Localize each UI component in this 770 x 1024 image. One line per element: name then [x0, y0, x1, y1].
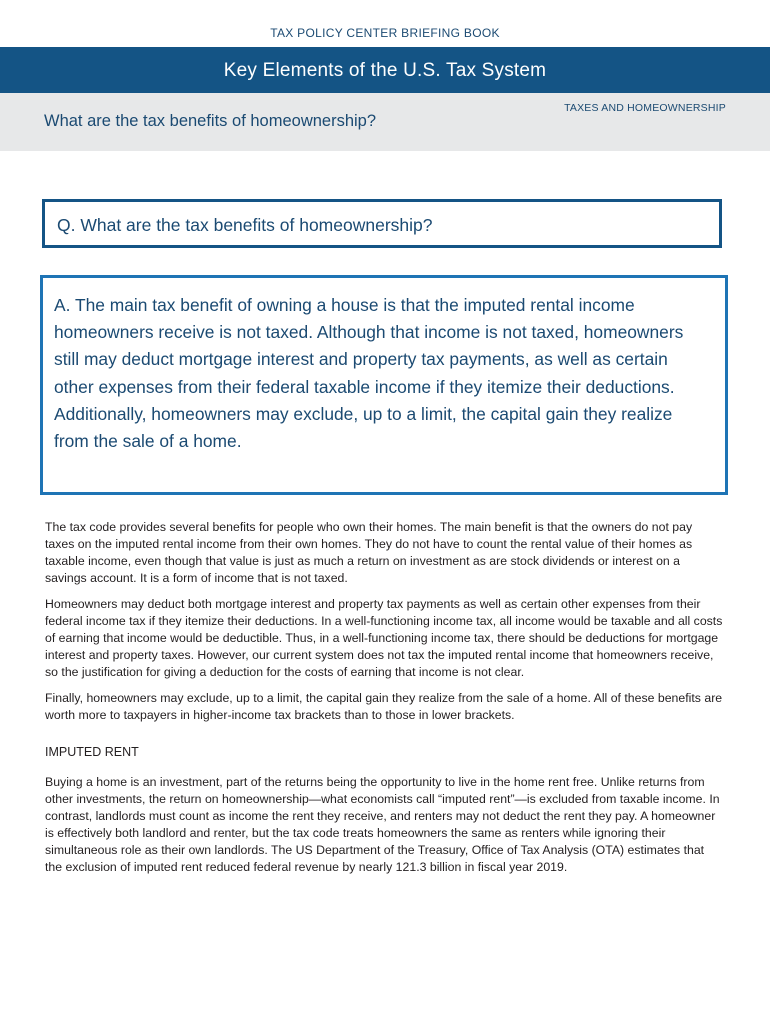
body-paragraph: The tax code provides several benefits for people who own their homes. The main benefit is that the owners do not pay taxes on the imputed rental income from their own homes. They do not have to count the rental value of their homes as taxable income, even though that value is just as much a return on investment as are stock dividends or interest on a savings account. It is a form of income that is not taxed. — [45, 520, 693, 585]
answer-box — [40, 275, 728, 495]
subheader-title: What are the tax benefits of homeownership? — [44, 112, 377, 130]
section-tag: TAXES AND HOMEOWNERSHIP — [564, 102, 726, 114]
section-heading: IMPUTED RENT — [45, 745, 139, 759]
body-paragraph: Homeowners may deduct both mortgage interest and property tax payments as well as certain other expenses from their federal income tax if they itemize their deductions. In a well-functioning income tax, all income would be taxable and all costs of earning that income would be deductible. Thus, in a well-functioning income tax, there should be deductions for mortgage interest and property taxes. However, our current system does not tax the imputed rental income that homeowners receive, so the justification for giving a deduction for the costs of earning that income is not clear. — [45, 597, 723, 679]
answer-text: A. The main tax benefit of owning a house is that the imputed rental income homeowners receive is not taxed. Although that income is not taxed, homeowners still may deduct mortgage interest and property tax payments, as well as certain other expenses from their federal taxable income if they itemize their deductions. Additionally, homeowners may exclude, up to a limit, the capital gain they realize from the sale of a home. — [54, 295, 684, 452]
body-paragraph: Buying a home is an investment, part of the returns being the opportunity to live in the home rent free. Unlike returns from other investments, the return on homeownership—what economists call “imputed rent”—is excluded from taxable income. In contrast, landlords must count as income the rent they receive, and renters may not deduct the rent they pay. A homeowner is effectively both landlord and renter, but the tax code treats homeowners the same as renters while ignoring their simultaneous role as their own landlords. The US Department of the Treasury, Office of Tax Analysis (OTA) estimates that the exclusion of imputed rent reduced federal revenue by nearly 121.3 billion in fiscal year 2019. — [45, 775, 720, 874]
briefing-book-label: TAX POLICY CENTER BRIEFING BOOK — [270, 26, 500, 40]
subheader-bar — [0, 93, 770, 151]
body-text — [45, 519, 723, 885]
question-box — [42, 199, 722, 248]
title-banner: Key Elements of the U.S. Tax System — [0, 47, 770, 93]
question-text: Q. What are the tax benefits of homeownership? — [57, 215, 433, 235]
body-paragraph: Finally, homeowners may exclude, up to a limit, the capital gain they realize from the sale of a home. All of these benefits are worth more to taxpayers in higher-income tax brackets than to those in lower brackets. — [45, 691, 723, 722]
